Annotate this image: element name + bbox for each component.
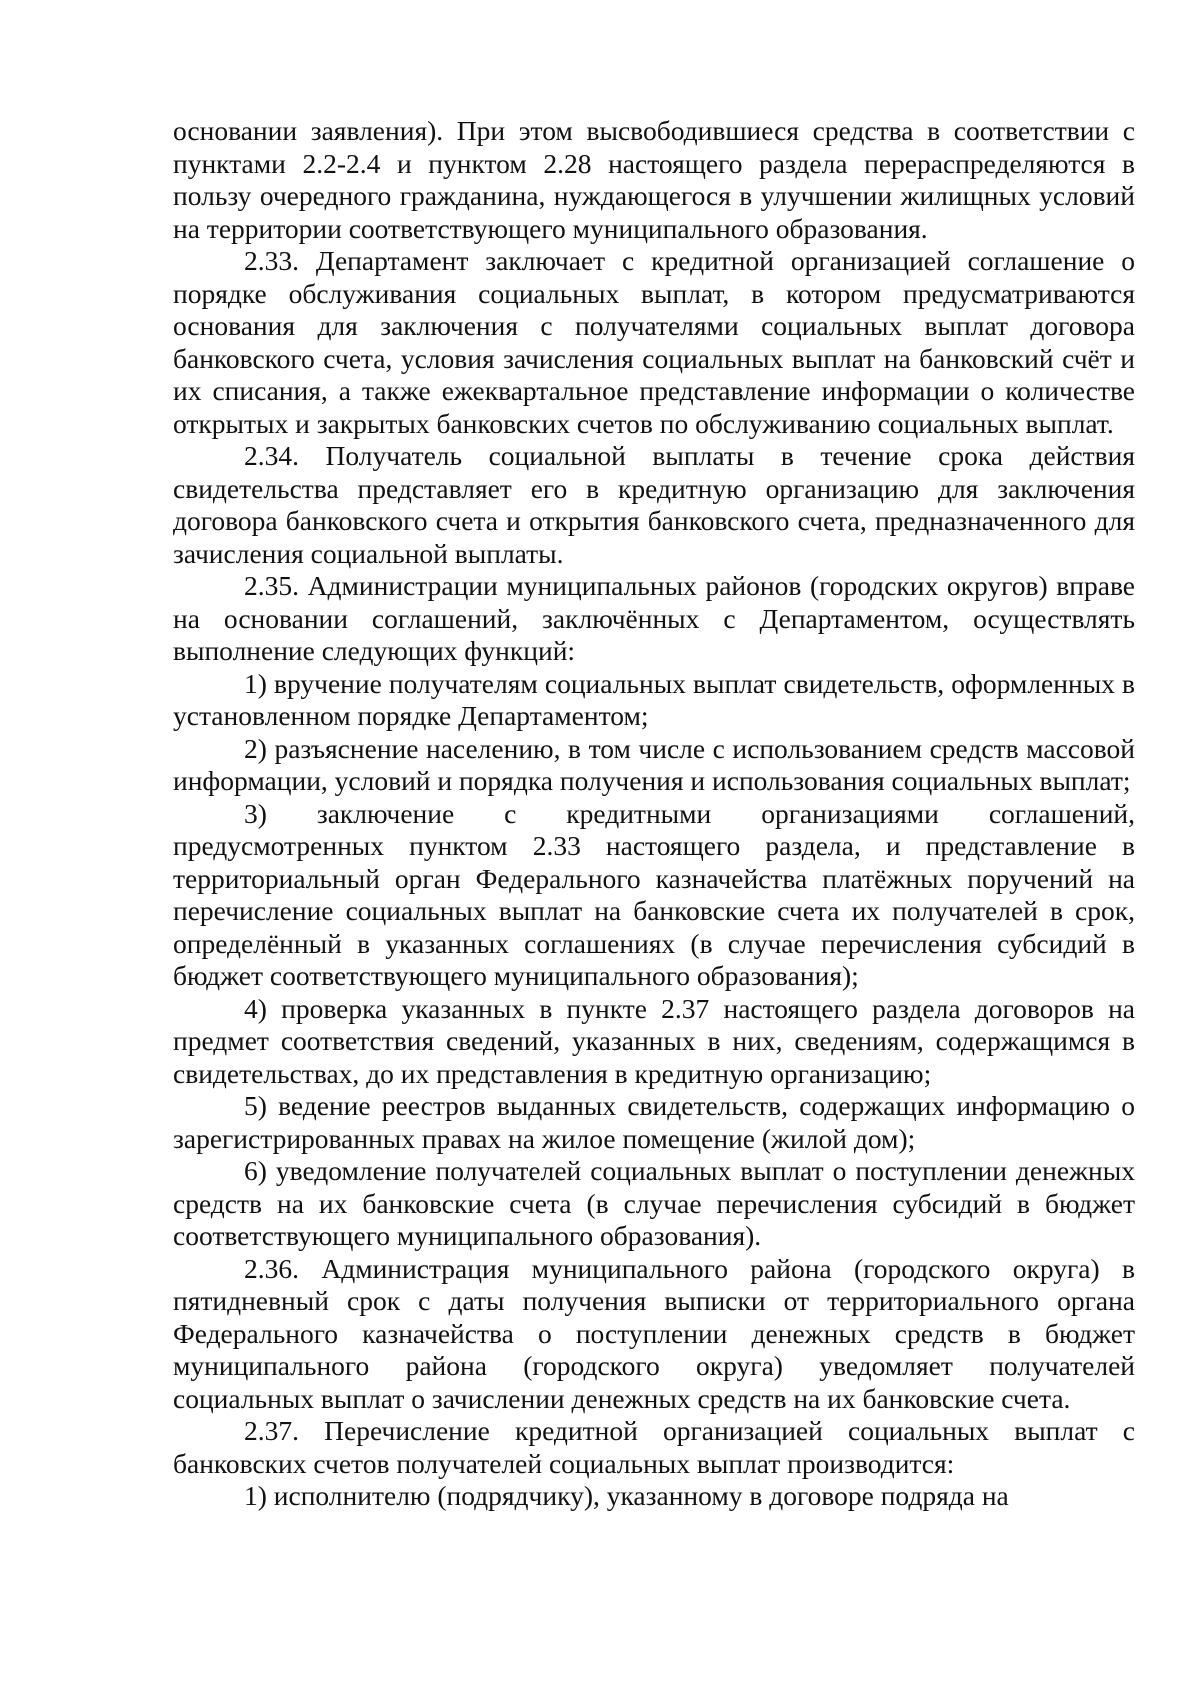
paragraph-2-36: 2.36. Администрация муниципального района (городского округа) в пятидневный срок с даты получения выписки от территориального органа Федерального казначейства о поступлении денежных средств в бюджет муниципального района (городского округа) уведомляет получателей социальных выплат о зачислении денежных средств на их банковские счета. bbox=[173, 1252, 1135, 1414]
list-item-2-35-2: 2) разъяснение населению, в том числе с использованием средств массовой информации, условий и порядка получения и использования социальных выплат; bbox=[173, 732, 1135, 796]
list-item-2-35-5: 5) ведение реестров выданных свидетельств, содержащих информацию о зарегистрированных правах на жилое помещение (жилой дом); bbox=[173, 1090, 1135, 1154]
paragraph-2-35: 2.35. Администрации муниципальных районов (городских округов) вправе на основании соглашений, заключённых с Департаментом, осуществлять выполнение следующих функций: bbox=[173, 570, 1135, 666]
list-item-2-35-4: 4) проверка указанных в пункте 2.37 настоящего раздела договоров на предмет соответствия сведений, указанных в них, сведениям, содержащимся в свидетельствах, до их представления в кредитную организацию; bbox=[173, 992, 1135, 1089]
list-item-2-35-6: 6) уведомление получателей социальных выплат о поступлении денежных средств на их банковские счета (в случае перечисления субсидий в бюджет соответствующего муниципального образования). bbox=[173, 1155, 1135, 1251]
list-item-2-35-1: 1) вручение получателям социальных выплат свидетельств, оформленных в установленном порядке Департаментом; bbox=[173, 667, 1135, 731]
paragraph-2-37: 2.37. Перечисление кредитной организацией социальных выплат с банковских счетов получателей социальных выплат производится: bbox=[173, 1415, 1135, 1479]
paragraph-2-34: 2.34. Получатель социальной выплаты в течение срока действия свидетельства представляет его в кредитную организацию для заключения договора банковского счета и открытия банковского счета, предназначенного для зачисления социальной выплаты. bbox=[173, 440, 1135, 569]
document-page bbox=[173, 115, 1135, 1513]
list-item-2-37-1: 1) исполнителю (подрядчику), указанному в договоре подряда на bbox=[244, 1480, 1009, 1511]
paragraph-continuation: основании заявления). При этом высвободившиеся средства в соответствии с пунктами 2.2-2.4 и пунктом 2.28 настоящего раздела перераспределяются в пользу очередного гражданина, нуждающегося в улучшении жилищных условий на территории соответствующего муниципального образования. bbox=[173, 115, 1135, 244]
list-item-2-35-3: 3) заключение с кредитными организациями соглашений, предусмотренных пунктом 2.33 настоящего раздела, и представление в территориальный орган Федерального казначейства платёжных поручений на перечисление социальных выплат на банковские счета их получателей в срок, определённый в указанных соглашениях (в случае перечисления субсидий в бюджет соответствующего муниципального образования); bbox=[173, 797, 1135, 991]
paragraph-2-33: 2.33. Департамент заключает с кредитной организацией соглашение о порядке обслуживания социальных выплат, в котором предусматриваются основания для заключения с получателями социальных выплат договора банковского счета, условия зачисления социальных выплат на банковский счёт и их списания, а также ежеквартальное представление информации о количестве открытых и закрытых банковских счетов по обслуживанию социальных выплат. bbox=[173, 245, 1135, 439]
